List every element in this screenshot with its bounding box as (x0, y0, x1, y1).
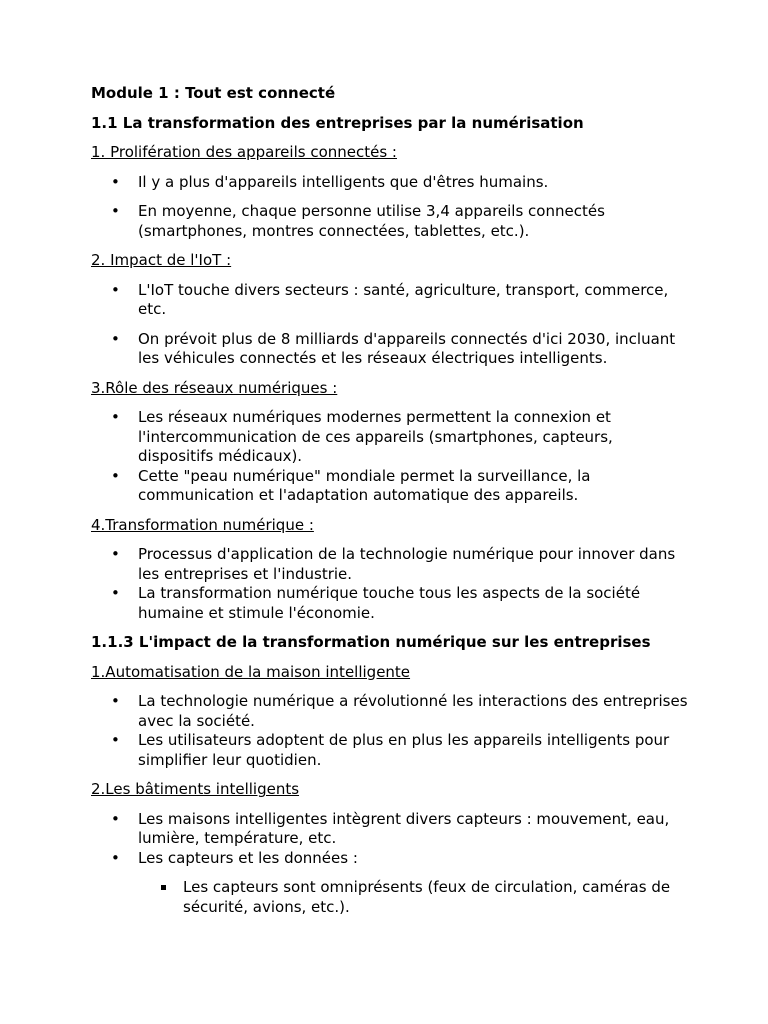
bullet-icon: • (111, 466, 120, 485)
list-item: • On prévoit plus de 8 milliards d'appareils connectés d'ici 2030, incluant les véhicules connectés et les réseaux électriques intelligents. (111, 329, 676, 367)
subsection-title-transformation: 4.Transformation numérique : (91, 515, 314, 534)
bullet-icon: • (111, 545, 120, 563)
list-item: • Processus d'application de la technologie numérique pour innover dans les entreprises et l'industrie. (111, 545, 676, 583)
subsection-title-proliferation: 1. Prolifération des appareils connectés : (91, 143, 397, 161)
document-page (91, 84, 691, 917)
section-heading-1-1: 1.1 La transformation des entreprises par la numérisation (91, 113, 584, 132)
bullet-icon: • (111, 202, 120, 220)
list-item: • L'IoT touche divers secteurs : santé, agriculture, transport, commerce, etc. (111, 280, 669, 318)
bullet-icon: • (111, 692, 120, 710)
section-heading-1-1-3: 1.1.3 L'impact de la transformation numérique sur les entreprises (91, 633, 651, 651)
bullet-icon: • (111, 584, 120, 602)
list-item: • La transformation numérique touche tous les aspects de la société humaine et stimule l'économie. (111, 584, 641, 622)
list-item: • Les utilisateurs adoptent de plus en plus les appareils intelligents pour simplifier leur quotidien. (111, 731, 670, 769)
bullet-icon: • (111, 172, 120, 191)
sub-bullet-list-capteurs (91, 878, 691, 917)
subsection-title-automatisation: 1.Automatisation de la maison intelligente (91, 662, 411, 681)
subsection-title-batiments: 2.Les bâtiments intelligents (91, 780, 300, 798)
list-item: • En moyenne, chaque personne utilise 3,4 appareils connectés (smartphones, montres connectées, tablettes, etc.). (111, 202, 605, 240)
bullet-icon: • (111, 280, 120, 299)
list-item: • Les capteurs et les données : (111, 848, 358, 867)
bullet-icon: • (111, 848, 120, 867)
bullet-list-proliferation (91, 173, 691, 242)
square-bullet-icon (161, 885, 166, 890)
list-item: • Il y a plus d'appareils intelligents que d'êtres humains. (111, 172, 549, 191)
list-item: • Cette "peau numérique" mondiale permet la surveillance, la communication et l'adaptation automatique des appareils. (111, 466, 591, 504)
bullet-icon: • (111, 731, 120, 749)
bullet-list-automatisation (91, 692, 691, 770)
bullet-list-iot (91, 281, 691, 369)
bullet-icon: • (111, 329, 120, 348)
subsection-title-iot: 2. Impact de l'IoT : (91, 251, 232, 269)
list-item: Les capteurs sont omniprésents (feux de circulation, caméras de sécurité, avions, etc.). (91, 878, 691, 917)
list-item: • Les réseaux numériques modernes permettent la connexion et l'intercommunication de ces appareils (smartphones, capteurs, dispositifs médicaux). (111, 408, 613, 465)
bullet-icon: • (111, 809, 120, 828)
list-item: • La technologie numérique a révolutionné les interactions des entreprises avec la société. (111, 692, 688, 730)
bullet-list-reseaux (91, 408, 691, 506)
bullet-list-transformation (91, 545, 691, 623)
module-title: Module 1 : Tout est connecté (91, 84, 336, 102)
bullet-icon: • (111, 408, 120, 426)
bullet-list-batiments (91, 810, 691, 869)
subsection-title-reseaux: 3.Rôle des réseaux numériques : (91, 378, 338, 397)
list-item: • Les maisons intelligentes intègrent divers capteurs : mouvement, eau, lumière, température, etc. (111, 809, 670, 847)
